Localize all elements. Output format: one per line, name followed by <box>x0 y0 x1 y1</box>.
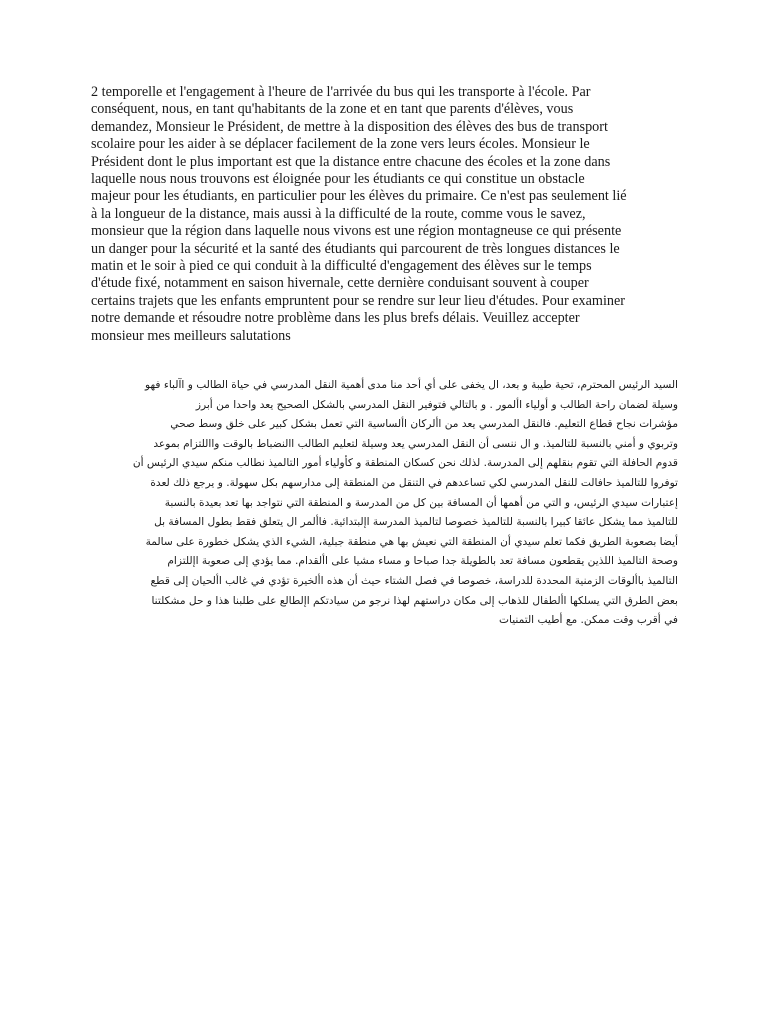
french-letter-paragraph: 2 temporelle et l'engagement à l'heure de l'arrivée du bus qui les transporte à l'école. Par conséquent, nous, en tant qu'habitants de la zone et en tant que parents d'élèves, vous demandez, Monsieur le Président, de mettre à la disposition des élèves des bus de transport scolaire pour les aider à se déplacer facilement de la zone vers leurs écoles. Monsieur le Président dont le plus important est que la distance entre chacune des écoles et la zone dans laquelle nous nous trouvons est éloignée pour les étudiants ce qui constitue un obstacle majeur pour les étudiants, en particulier pour les élèves du primaire. Ce n'est pas seulement lié à la longueur de la distance, mais aussi à la difficulté de la route, comme vous le savez, monsieur que la région dans laquelle nous vivons est une région montagneuse ce qui présente un danger pour la sécurité et la santé des étudiants qui parcourent de très longues distances le matin et le soir à pied ce qui conduit à la difficulté d'engagement des élèves sur le temps d'étude fixé, notamment en saison hivernale, cette dernière conduisant souvent à couper certains trajets que les enfants empruntent pour se rendre sur leur lieu d'études. Pour examiner notre demande et résoudre notre problème dans les plus brefs délais. Veuillez accepter monsieur mes meilleurs salutations <box>91 84 627 344</box>
arabic-letter-paragraph: السيد الرئيس المحترم، تحية طيبة و بعد، ال يخفى على أي أحد منا مدى أهمية النقل المدرسي في حياة الطالب و اآلباء فهو وسيلة لضمان راحة الطالب و أولياء األمور . و بالتالي فتوفير النقل المدرسي بالشكل الصحيح يعد واحدا من أبرز مؤشرات نجاح قطاع التعليم. فالنقل المدرسي يعد من األركان األساسية التي تعمل بشكل كبير على خلق وسط صحي وتربوي و أمني بالنسبة للتالميذ. و ال ننسى أن النقل المدرسي يعد وسيلة لتعليم الطالب االنضباط بالوقت وااللتزام بموعد قدوم الحافلة التي تقوم بنقلهم إلى المدرسة. لذلك نحن كسكان المنطقة و كأولياء أمور التالميذ نطالب منكم سيدي الرئيس أن توفروا للتالميذ حافالت للنقل المدرسي لكي تساعدهم في التنقل من المنطقة إلى مدارسهم بكل سهولة. و يرجع ذلك لعدة إعتبارات سيدي الرئيس، و التي من أهمها أن المسافة بين كل من المدرسة و المنطقة التي نتواجد بها تعد بعيدة بالنسبة للتالميذ مما يشكل عائقا كبيرا بالنسبة للتالميذ خصوصا لتالميذ المدرسة اإلبتدائية. فاألمر ال يتعلق فقط بطول المسافة بل أيضا بصعوبة الطريق فكما تعلم سيدي أن المنطقة التي نعيش بها هي منطقة جبلية، الشيء الذي يشكل خطورة على سالمة وصحة التالميذ اللذين يقطعون مسافة تعد بالطويلة جدا صباحا و مساء مشيا على األقدام. مما يؤدي إلى صعوبة اإللتزام التالميذ باألوقات الزمنية المحددة للدراسة، خصوصا في فصل الشتاء حيث أن هذه األخيرة تؤدي في غالب األحيان إلى قطع بعض الطرق التي يسلكها األطفال للذهاب إلى مكان دراستهم لهذا نرجو من سيادتكم اإلطالع على طلبنا هذا و حل مشكلتنا في أقرب وقت ممكن. مع أطيب التمنيات <box>132 379 678 627</box>
